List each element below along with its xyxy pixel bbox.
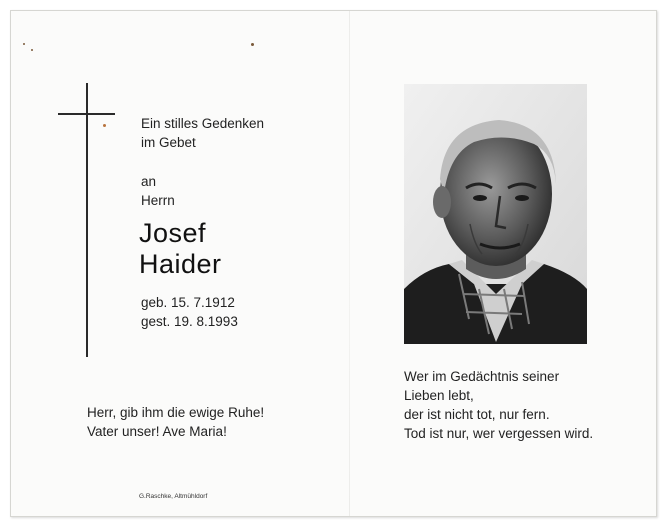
paper-speck — [23, 43, 25, 45]
death-date: gest. 19. 8.1993 — [141, 314, 238, 329]
last-name: Haider — [139, 249, 222, 279]
portrait-photo — [404, 84, 587, 344]
verse-line-2: Lieben lebt, — [404, 388, 474, 403]
birth-date: geb. 15. 7.1912 — [141, 295, 235, 310]
an-label: an — [141, 174, 157, 189]
prayer-line-2: Vater unser! Ave Maria! — [87, 424, 227, 439]
fold-line — [349, 11, 350, 516]
intro-line-2: im Gebet — [141, 135, 196, 150]
printer-credit: G.Raschke, Altmühldorf — [139, 493, 208, 500]
cross-icon-bar — [58, 113, 115, 115]
prayer-line-1: Herr, gib ihm die ewige Ruhe! — [87, 405, 265, 420]
intro-line-1: Ein stilles Gedenken — [141, 116, 265, 131]
first-name: Josef — [139, 218, 207, 248]
verse-line-4: Tod ist nur, wer vergessen wird. — [404, 426, 594, 441]
paper-speck — [251, 43, 254, 46]
memorial-card — [10, 10, 657, 517]
paper-speck — [31, 49, 33, 51]
herrn-label: Herrn — [141, 193, 175, 208]
verse-line-3: der ist nicht tot, nur fern. — [404, 407, 550, 422]
paper-speck — [103, 124, 106, 127]
cross-icon — [86, 83, 88, 357]
verse-line-1: Wer im Gedächtnis seiner — [404, 369, 560, 384]
